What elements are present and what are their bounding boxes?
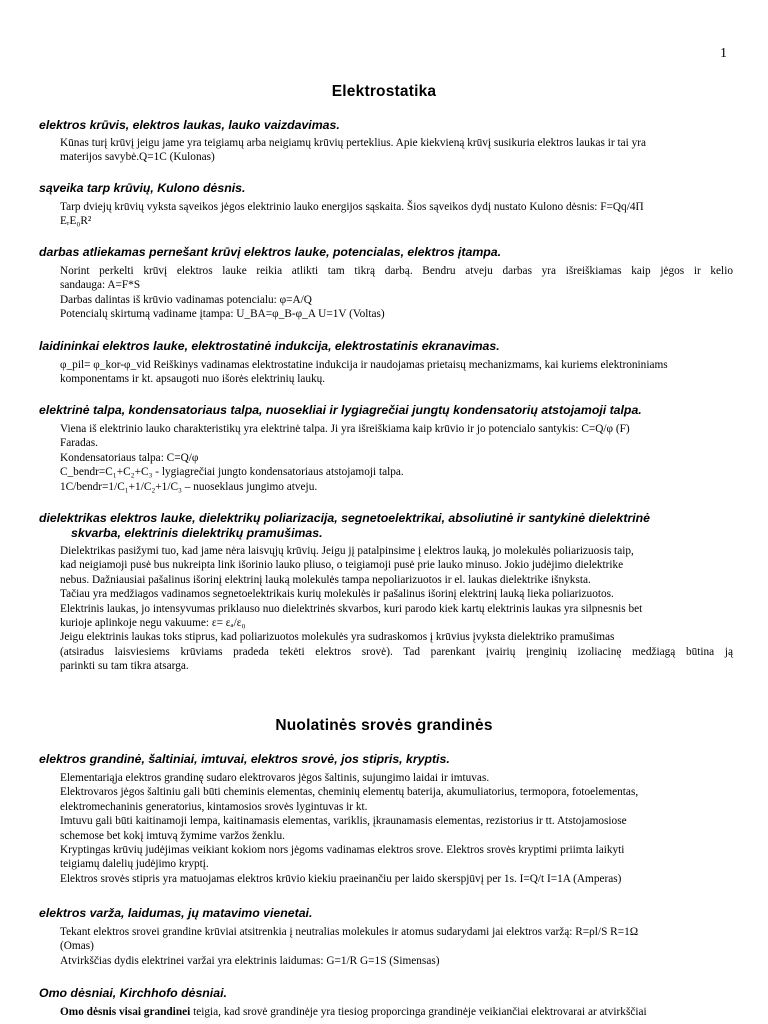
- text-line: Elektros srovės stipris yra matuojamas elektros krūvio kiekiu praeinančiu per laido skerspjūvį per 1s. I=Q/t I=1A (Amperas): [60, 872, 622, 885]
- text-line: komponentams ir kt. apsaugoti nuo išorės elektrinių laukų.: [60, 373, 326, 386]
- text-line: Tarp dviejų krūvių vyksta sąveikos jėgos elektrinio lauko energijos sąskaita. Šios sąveikos dydį nustato Kulono dėsnis: F=Qq/4Π: [60, 201, 644, 213]
- text-line: Kondensatoriaus talpa: C=Q/φ: [60, 451, 199, 464]
- text-line: Dielektrikas pasižymi tuo, kad jame nėra laisvųjų krūvių. Jeigu jį patalpinsime į elektros lauką, jo molekulės poliarizuosis taip,: [60, 545, 634, 557]
- text-line: Jeigu elektrinis laukas toks stiprus, kad poliarizuotos molekulės yra sudraskomos į krūvius įvyksta dielektriko pramušimas: [60, 631, 615, 644]
- title-dc-circuits: Nuolatinės srovės grandinės: [275, 717, 493, 734]
- text-line: [60, 1005, 733, 1019]
- section-heading: Omo dėsniai, Kirchhofo dėsniai.: [39, 986, 227, 1000]
- section-heading: elektros grandinė, šaltiniai, imtuvai, elektros srovė, jos stipris, kryptis.: [39, 752, 450, 766]
- ohm-law-term: Omo dėsnis visai grandinei: [60, 1006, 191, 1018]
- section-text: [60, 200, 733, 229]
- section-text: [60, 1005, 733, 1019]
- text-line: EᵣE₀R²: [60, 215, 92, 228]
- section-heading: elektrinė talpa, kondensatoriaus talpa, nuosekliai ir lygiagrečiai jungtų kondensatorių atstojamoji talpa.: [39, 403, 642, 417]
- text-line: φ_pil= φ_kor-φ_vid Reiškinys vadinamas elektrostatine indukcija ir naudojamas prietaisų mechanizmams, kai kuriems elektroniniams: [60, 359, 668, 371]
- section-heading-line: dielektrikas elektros lauke, dielektrikų poliarizacija, segnetoelektrikai, absoliutinė ir santykinė dielektrinė: [39, 511, 651, 525]
- text-line: (atsiradus laisviesiems krūviams pradeda tekėti elektros srovė). Tad parenkant įvairių įrenginių izoliacinę medžiagą būtina ją: [60, 645, 733, 658]
- text-line: kurioje aplinkoje negu vakuume: ε= εₐ/ε₀: [60, 617, 246, 630]
- text-line: sandauga: A=F*S: [60, 279, 141, 292]
- section-heading: elektros varža, laidumas, jų matavimo vienetai.: [39, 906, 313, 920]
- section-heading: elektros krūvis, elektros laukas, lauko vaizdavimas.: [39, 118, 340, 132]
- text-line: Imtuvu gali būti kaitinamoji lempa, kaitinamasis elementas, variklis, įkraunamasis elementas, rezistorius ir tt. Atstojamosiose: [60, 815, 627, 828]
- text-line: Viena iš elektrinio lauko charakteristikų yra elektrinė talpa. Ji yra išreiškiama kaip krūvio ir jo potencialo santykis: C=Q/φ (F): [60, 423, 630, 435]
- text-line: teigiamų dalelių judėjimo kryptį.: [60, 858, 209, 871]
- section-text: [60, 771, 733, 886]
- text-line: elektromechaninis generatorius, kintamosios srovės lygintuvas ir kt.: [60, 800, 368, 813]
- text-line: Norint perkelti krūvį elektros lauke reikia atlikti tam tikrą darbą. Bendru atveju darbas yra išreiškiamas kaip jėgos ir kelio: [60, 265, 733, 277]
- page-number: 1: [720, 46, 727, 61]
- text-line: Kūnas turį krūvį jeigu jame yra teigiamų arba neigiamų krūvių perteklius. Apie kiekvieną krūvį susikuria elektros laukas ir tai yra: [60, 137, 647, 149]
- text-line: Elektrovaros jėgos šaltiniu gali būti cheminis elementas, cheminių elementų baterija, akumuliatorius, termopora, fotoelementas,: [60, 786, 639, 799]
- section-text: [60, 136, 733, 165]
- section-heading: [39, 511, 739, 541]
- text-line: Elektrinis laukas, jo intensyvumas priklauso nuo dielektrinės skvarbos, kuri parodo kiek kartų elektrinis laukas yra silpnesnis bet: [60, 602, 643, 615]
- text-line: Darbas dalintas iš krūvio vadinamas potencialu: φ=A/Q: [60, 293, 312, 306]
- section-heading: sąveika tarp krūvių, Kulono dėsnis.: [39, 181, 246, 195]
- text-line: Potencialų skirtumą vadiname įtampa: U_BA=φ_B-φ_A U=1V (Voltas): [60, 308, 385, 321]
- text-line: Elementariąja elektros grandinę sudaro elektrovaros jėgos šaltinis, sujungimo laidai ir imtuvas.: [60, 772, 490, 784]
- text-line: parinkti su tam tikra atsarga.: [60, 660, 189, 673]
- text-line: (Omas): [60, 940, 94, 953]
- title-electrostatics: Elektrostatika: [331, 83, 437, 100]
- section-heading: laidininkai elektros lauke, elektrostatinė indukcija, elektrostatinis ekranavimas.: [39, 339, 500, 353]
- section-text: [60, 264, 733, 322]
- section-text: [60, 422, 733, 494]
- section-text: [60, 925, 733, 968]
- text-line: kad neigiamoji pusė bus nukreipta link išorinio lauko pliuso, o teigiamoji pusė prie lauko minuso. Jokio judėjimo dielektrike: [60, 559, 624, 572]
- text-line: materijos savybė.Q=1C (Kulonas): [60, 151, 215, 164]
- text-line: schemose bet kokį imtuvą žymime varžos ženklu.: [60, 829, 285, 842]
- section-text: [60, 544, 733, 674]
- section-heading: darbas atliekamas pernešant krūvį elektros lauke, potencialas, elektros įtampa.: [39, 245, 502, 259]
- text-line: nebus. Dažniausiai pašalinus išorinį elektrinį lauką molekulės tampa nepoliarizuotos ir el. laukas dielektrike išnyksta.: [60, 573, 591, 586]
- text-line: C_bendr=C₁+C₂+C₃ - lygiagrečiai jungto kondensatoriaus atstojamoji talpa.: [60, 466, 404, 479]
- text-line: Tačiau yra medžiagos vadinamos segnetoelektrikais kurių molekulės ir pašalinus išorinį elektrinį lauką lieka poliarizuotos.: [60, 588, 614, 601]
- section-text: [60, 358, 733, 387]
- section-heading-line: skvarba, elektrinis dielektrikų pramušimas.: [71, 526, 323, 540]
- text-line: Atvirkščias dydis elektrinei varžai yra elektrinis laidumas: G=1/R G=1S (Simensas): [60, 954, 440, 967]
- text-line: Kryptingas krūvių judėjimas veikiant kokiom nors jėgoms vadinamas elektros srove. Elektros srovės kryptimi priimta laikyti: [60, 844, 625, 857]
- text-line: 1C/bendr=1/C₁+1/C₂+1/C₃ – nuoseklaus jungimo atveju.: [60, 480, 318, 493]
- text-line-rest: teigia, kad srovė grandinėje yra tiesiog proporcinga grandinėje veikiančiai elektrovarai ar atvirkščiai: [190, 1006, 647, 1018]
- text-line: Faradas.: [60, 437, 98, 450]
- text-line: Tekant elektros srovei grandine krūviai atsitrenkia į neutralias molekules ir atomus sudarydami jai elektros varžą: R=ρl/S R=1Ω: [60, 926, 639, 938]
